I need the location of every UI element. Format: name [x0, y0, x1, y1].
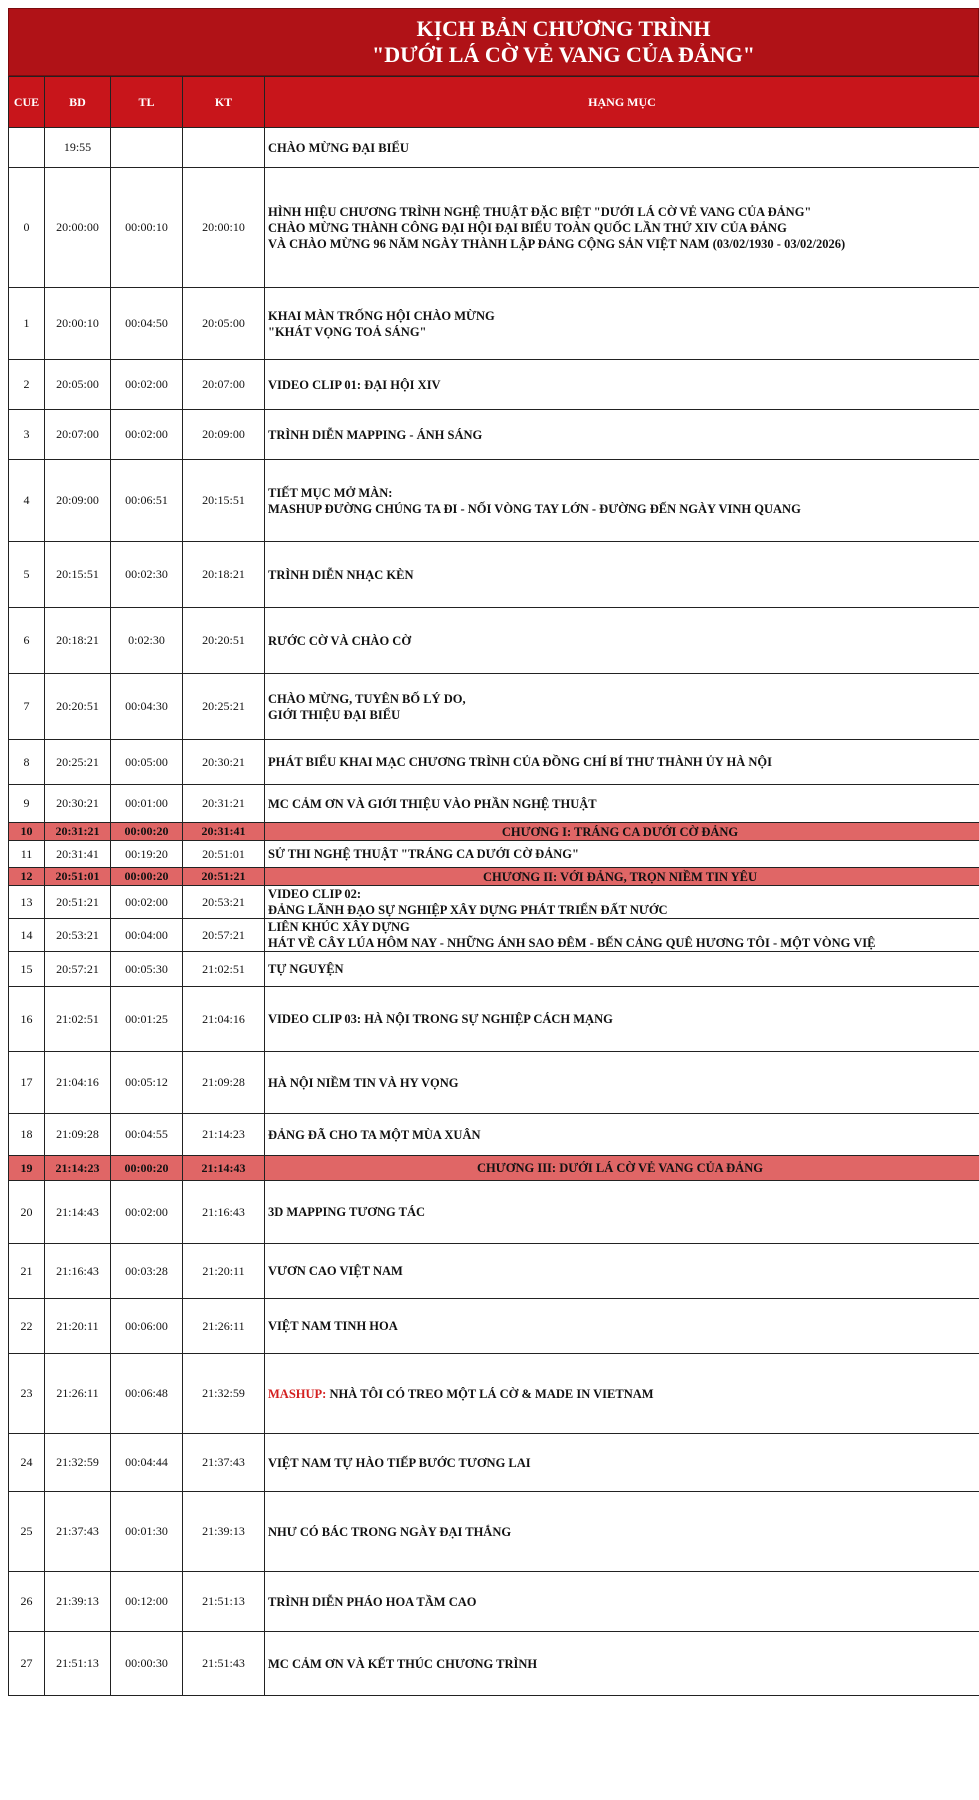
- item-line: MASHUP ĐƯỜNG CHÚNG TA ĐI - NỐI VÒNG TAY LỚN - ĐƯỜNG ĐẾN NGÀY VINH QUANG: [268, 501, 801, 516]
- cell-tl: 0:02:30: [111, 608, 183, 674]
- cell-kt: 21:09:28: [183, 1052, 265, 1114]
- cell-kt: 20:20:51: [183, 608, 265, 674]
- item-line: VIDEO CLIP 03: HÀ NỘI TRONG SỰ NGHIỆP CÁCH MẠNG: [268, 1012, 613, 1026]
- cell-cue: 4: [9, 460, 45, 542]
- cell-bd: 21:04:16: [45, 1052, 111, 1114]
- table-row: [9, 168, 979, 288]
- cell-cue: 16: [9, 987, 45, 1052]
- cell-hang-muc: [265, 740, 979, 785]
- cell-bd: 20:07:00: [45, 410, 111, 460]
- cell-tl: 00:04:00: [111, 919, 183, 952]
- cell-hang-muc: [265, 128, 979, 168]
- table-row: [9, 952, 979, 987]
- item-line: VIỆT NAM TỰ HÀO TIẾP BƯỚC TƯƠNG LAI: [268, 1455, 531, 1470]
- cell-tl: 00:01:25: [111, 987, 183, 1052]
- cell-hang-muc: [265, 1052, 979, 1114]
- cell-hang-muc: [265, 919, 979, 952]
- cell-cue: 19: [9, 1156, 45, 1181]
- table-row: [9, 460, 979, 542]
- item-line: CHƯƠNG II: VỚI ĐẢNG, TRỌN NIỀM TIN YÊU: [482, 869, 758, 884]
- item-line: TRÌNH DIỄN NHẠC KÈN: [268, 567, 414, 582]
- cell-kt: 21:39:13: [183, 1492, 265, 1572]
- table-row: [9, 1572, 979, 1632]
- cell-kt: 20:57:21: [183, 919, 265, 952]
- cell-cue: 25: [9, 1492, 45, 1572]
- cell-hang-muc: [265, 841, 979, 868]
- item-line: VÀ CHÀO MỪNG 96 NĂM NGÀY THÀNH LẬP ĐẢNG CỘNG SẢN VIỆT NAM (03/02/1930 - 03/02/2026): [268, 236, 846, 251]
- cell-kt: 21:51:13: [183, 1572, 265, 1632]
- header-hang-muc: HẠNG MỤC: [265, 77, 979, 128]
- header-kt: KT: [183, 77, 265, 128]
- cell-tl: 00:01:30: [111, 1492, 183, 1572]
- cell-kt: 20:05:00: [183, 288, 265, 360]
- cell-tl: 00:00:20: [111, 1156, 183, 1181]
- cell-hang-muc: [265, 1181, 979, 1244]
- cell-kt: 20:09:00: [183, 410, 265, 460]
- cell-kt: [183, 128, 265, 168]
- table-row: [9, 987, 979, 1052]
- cell-bd: 21:02:51: [45, 987, 111, 1052]
- cell-tl: 00:03:28: [111, 1244, 183, 1299]
- cell-kt: 21:02:51: [183, 952, 265, 987]
- item-line: CHƯƠNG I: TRÁNG CA DƯỚI CỜ ĐẢNG: [501, 824, 739, 839]
- cell-bd: 20:05:00: [45, 360, 111, 410]
- cell-tl: 00:06:00: [111, 1299, 183, 1354]
- table-row: [9, 608, 979, 674]
- cell-cue: 11: [9, 841, 45, 868]
- table-row: [9, 674, 979, 740]
- cell-hang-muc: [265, 542, 979, 608]
- table-row: [9, 410, 979, 460]
- cell-hang-muc: [265, 1492, 979, 1572]
- cell-tl: 00:04:44: [111, 1434, 183, 1492]
- cell-bd: 20:00:10: [45, 288, 111, 360]
- table-row: [9, 1434, 979, 1492]
- item-line: CHƯƠNG III: DƯỚI LÁ CỜ VẺ VANG CỦA ĐẢNG: [477, 1161, 763, 1175]
- cell-hang-muc: [265, 1434, 979, 1492]
- cell-kt: 20:31:21: [183, 785, 265, 823]
- item-line: HÌNH HIỆU CHƯƠNG TRÌNH NGHỆ THUẬT ĐẶC BIỆT "DƯỚI LÁ CỜ VẺ VANG CỦA ĐẢNG": [268, 204, 812, 219]
- table-row: [9, 1114, 979, 1156]
- item-line: "KHÁT VỌNG TOẢ SÁNG": [268, 324, 427, 339]
- cell-bd: 20:25:21: [45, 740, 111, 785]
- cell-kt: 21:26:11: [183, 1299, 265, 1354]
- title-banner: [8, 8, 979, 76]
- cell-bd: 21:26:11: [45, 1354, 111, 1434]
- cell-tl: [111, 128, 183, 168]
- cell-hang-muc: [265, 360, 979, 410]
- cell-kt: 20:00:10: [183, 168, 265, 288]
- cell-cue: 13: [9, 886, 45, 919]
- cell-cue: 18: [9, 1114, 45, 1156]
- item-line: HÁT VỀ CÂY LÚA HÔM NAY - NHỮNG ÁNH SAO ĐÊM - BẾN CẢNG QUÊ HƯƠNG TÔI - MỘT VÒNG VIỆ: [268, 936, 876, 950]
- cell-bd: 20:09:00: [45, 460, 111, 542]
- item-line: TRÌNH DIỄN PHÁO HOA TẦM CAO: [268, 1594, 477, 1609]
- program-sheet: [8, 8, 979, 1696]
- section-row: [9, 823, 979, 841]
- cell-bd: 20:31:41: [45, 841, 111, 868]
- cell-tl: 00:02:30: [111, 542, 183, 608]
- item-line: MC CẢM ƠN VÀ GIỚI THIỆU VÀO PHẦN NGHỆ THUẬT: [268, 796, 597, 811]
- cell-kt: 21:04:16: [183, 987, 265, 1052]
- cell-hang-muc: [265, 1299, 979, 1354]
- cell-hang-muc: [265, 168, 979, 288]
- header-bd: BD: [45, 77, 111, 128]
- item-line: CHÀO MỪNG ĐẠI BIỂU: [268, 140, 409, 155]
- cell-cue: 12: [9, 868, 45, 886]
- table-row: [9, 1492, 979, 1572]
- item-line: RƯỚC CỜ VÀ CHÀO CỜ: [268, 633, 412, 648]
- item-line: NHƯ CÓ BÁC TRONG NGÀY ĐẠI THẮNG: [268, 1524, 512, 1539]
- cell-cue: 15: [9, 952, 45, 987]
- cell-cue: 9: [9, 785, 45, 823]
- title-line-1: KỊCH BẢN CHƯƠNG TRÌNH: [416, 16, 711, 41]
- cell-bd: 20:51:01: [45, 868, 111, 886]
- cell-hang-muc: [265, 460, 979, 542]
- cell-bd: 21:32:59: [45, 1434, 111, 1492]
- cell-kt: 20:31:41: [183, 823, 265, 841]
- header-tl: TL: [111, 77, 183, 128]
- cell-cue: [9, 128, 45, 168]
- table-row: [9, 1354, 979, 1434]
- cell-tl: 00:00:20: [111, 868, 183, 886]
- cell-bd: 20:31:21: [45, 823, 111, 841]
- table-row: [9, 886, 979, 919]
- cell-tl: 00:06:48: [111, 1354, 183, 1434]
- table-row: [9, 288, 979, 360]
- cell-tl: 00:02:00: [111, 360, 183, 410]
- item-line: HÀ NỘI NIỀM TIN VÀ HY VỌNG: [268, 1075, 459, 1090]
- item-line: TỰ NGUYỆN: [268, 962, 344, 976]
- table-row: [9, 785, 979, 823]
- header-cue: CUE: [9, 77, 45, 128]
- cell-cue: 17: [9, 1052, 45, 1114]
- cell-tl: 00:19:20: [111, 841, 183, 868]
- cell-cue: 3: [9, 410, 45, 460]
- cell-tl: 00:04:30: [111, 674, 183, 740]
- cell-kt: 21:14:43: [183, 1156, 265, 1181]
- table-row: [9, 1052, 979, 1114]
- section-row: [9, 1156, 979, 1181]
- table-row: [9, 542, 979, 608]
- mashup-prefix: MASHUP:: [268, 1386, 327, 1401]
- cell-tl: 00:05:12: [111, 1052, 183, 1114]
- cell-tl: 00:00:10: [111, 168, 183, 288]
- table-row: [9, 919, 979, 952]
- item-line: CHÀO MỪNG THÀNH CÔNG ĐẠI HỘI ĐẠI BIỂU TOÀN QUỐC LẦN THỨ XIV CỦA ĐẢNG: [268, 220, 787, 235]
- cell-kt: 20:30:21: [183, 740, 265, 785]
- cell-cue: 8: [9, 740, 45, 785]
- cell-cue: 14: [9, 919, 45, 952]
- cell-tl: 00:12:00: [111, 1572, 183, 1632]
- item-line: VIDEO CLIP 02:: [268, 887, 362, 901]
- section-row: [9, 868, 979, 886]
- cell-hang-muc: [265, 288, 979, 360]
- cell-kt: 21:14:23: [183, 1114, 265, 1156]
- cell-cue: 26: [9, 1572, 45, 1632]
- cell-bd: 20:30:21: [45, 785, 111, 823]
- cell-cue: 21: [9, 1244, 45, 1299]
- cell-hang-muc: [265, 608, 979, 674]
- cell-tl: 00:04:50: [111, 288, 183, 360]
- table-row: [9, 841, 979, 868]
- cell-kt: 20:25:21: [183, 674, 265, 740]
- item-line: GIỚI THIỆU ĐẠI BIỂU: [268, 707, 401, 722]
- table-row: [9, 1299, 979, 1354]
- table-row: [9, 1632, 979, 1696]
- table-row: [9, 128, 979, 168]
- cell-kt: 21:32:59: [183, 1354, 265, 1434]
- cell-hang-muc: [265, 1244, 979, 1299]
- cell-tl: 00:00:20: [111, 823, 183, 841]
- cell-cue: 20: [9, 1181, 45, 1244]
- cell-bd: 21:14:23: [45, 1156, 111, 1181]
- cell-tl: 00:04:55: [111, 1114, 183, 1156]
- item-line: VIỆT NAM TINH HOA: [268, 1319, 398, 1333]
- cell-bd: 21:51:13: [45, 1632, 111, 1696]
- cell-hang-muc: [265, 823, 979, 841]
- cell-cue: 7: [9, 674, 45, 740]
- item-line: MC CẢM ƠN VÀ KẾT THÚC CHƯƠNG TRÌNH: [268, 1656, 538, 1671]
- cell-bd: 20:18:21: [45, 608, 111, 674]
- cell-hang-muc: [265, 674, 979, 740]
- cell-kt: 21:51:43: [183, 1632, 265, 1696]
- cell-bd: 21:14:43: [45, 1181, 111, 1244]
- cell-bd: 20:20:51: [45, 674, 111, 740]
- item-line: KHAI MÀN TRỐNG HỘI CHÀO MỪNG: [268, 308, 495, 323]
- cell-cue: 1: [9, 288, 45, 360]
- cell-cue: 22: [9, 1299, 45, 1354]
- cell-bd: 21:09:28: [45, 1114, 111, 1156]
- cell-tl: 00:06:51: [111, 460, 183, 542]
- item-line: VƯƠN CAO VIỆT NAM: [268, 1264, 403, 1278]
- cell-hang-muc: [265, 868, 979, 886]
- cell-kt: 20:51:01: [183, 841, 265, 868]
- cell-hang-muc: [265, 1354, 979, 1434]
- cell-kt: 20:51:21: [183, 868, 265, 886]
- cell-tl: 00:05:00: [111, 740, 183, 785]
- cell-tl: 00:05:30: [111, 952, 183, 987]
- table-row: [9, 740, 979, 785]
- cell-cue: 27: [9, 1632, 45, 1696]
- title-line-2: "DƯỚI LÁ CỜ VẺ VANG CỦA ĐẢNG": [372, 42, 755, 67]
- cell-hang-muc: [265, 1156, 979, 1181]
- item-line: ĐẢNG LÃNH ĐẠO SỰ NGHIỆP XÂY DỰNG PHÁT TRIỂN ĐẤT NƯỚC: [268, 903, 668, 917]
- cell-cue: 23: [9, 1354, 45, 1434]
- item-line: LIÊN KHÚC XÂY DỰNG: [268, 920, 410, 934]
- cell-cue: 5: [9, 542, 45, 608]
- cell-bd: 19:55: [45, 128, 111, 168]
- cell-hang-muc: [265, 987, 979, 1052]
- item-line: SỬ THI NGHỆ THUẬT "TRÁNG CA DƯỚI CỜ ĐẢNG": [268, 847, 579, 861]
- cell-hang-muc: [265, 410, 979, 460]
- cell-cue: 2: [9, 360, 45, 410]
- cell-hang-muc: [265, 1632, 979, 1696]
- item-line: VIDEO CLIP 01: ĐẠI HỘI XIV: [268, 377, 441, 392]
- table-row: [9, 1181, 979, 1244]
- cell-cue: 24: [9, 1434, 45, 1492]
- item-line: ĐẢNG ĐÃ CHO TA MỘT MÙA XUÂN: [268, 1127, 481, 1142]
- item-line: TRÌNH DIỄN MAPPING - ÁNH SÁNG: [268, 427, 483, 442]
- cell-tl: 00:00:30: [111, 1632, 183, 1696]
- cell-hang-muc: [265, 785, 979, 823]
- cell-kt: 20:18:21: [183, 542, 265, 608]
- table-row: [9, 360, 979, 410]
- cell-bd: 21:37:43: [45, 1492, 111, 1572]
- cell-bd: 21:16:43: [45, 1244, 111, 1299]
- schedule-table: [8, 76, 979, 1696]
- cell-cue: 6: [9, 608, 45, 674]
- item-line: TIẾT MỤC MỞ MÀN:: [268, 485, 393, 500]
- cell-kt: 21:16:43: [183, 1181, 265, 1244]
- cell-hang-muc: [265, 1114, 979, 1156]
- cell-bd: 21:39:13: [45, 1572, 111, 1632]
- cell-tl: 00:01:00: [111, 785, 183, 823]
- cell-tl: 00:02:00: [111, 410, 183, 460]
- cell-kt: 21:37:43: [183, 1434, 265, 1492]
- cell-kt: 20:07:00: [183, 360, 265, 410]
- cell-tl: 00:02:00: [111, 1181, 183, 1244]
- item-text: NHÀ TÔI CÓ TREO MỘT LÁ CỜ & MADE IN VIETNAM: [326, 1386, 654, 1401]
- cell-bd: 20:53:21: [45, 919, 111, 952]
- cell-bd: 20:15:51: [45, 542, 111, 608]
- item-line: [268, 1386, 975, 1402]
- cell-hang-muc: [265, 1572, 979, 1632]
- item-line: CHÀO MỪNG, TUYÊN BỐ LÝ DO,: [268, 691, 466, 706]
- schedule-body: [9, 128, 979, 1696]
- cell-tl: 00:02:00: [111, 886, 183, 919]
- cell-bd: 21:20:11: [45, 1299, 111, 1354]
- cell-kt: 20:15:51: [183, 460, 265, 542]
- item-line: PHÁT BIỂU KHAI MẠC CHƯƠNG TRÌNH CỦA ĐỒNG CHÍ BÍ THƯ THÀNH ỦY HÀ NỘI: [268, 755, 772, 769]
- cell-kt: 20:53:21: [183, 886, 265, 919]
- cell-hang-muc: [265, 886, 979, 919]
- item-line: 3D MAPPING TƯƠNG TÁC: [268, 1205, 426, 1219]
- cell-hang-muc: [265, 952, 979, 987]
- cell-bd: 20:57:21: [45, 952, 111, 987]
- cell-bd: 20:51:21: [45, 886, 111, 919]
- cell-cue: 0: [9, 168, 45, 288]
- cell-kt: 21:20:11: [183, 1244, 265, 1299]
- table-row: [9, 1244, 979, 1299]
- cell-bd: 20:00:00: [45, 168, 111, 288]
- header-row: [9, 77, 979, 128]
- cell-cue: 10: [9, 823, 45, 841]
